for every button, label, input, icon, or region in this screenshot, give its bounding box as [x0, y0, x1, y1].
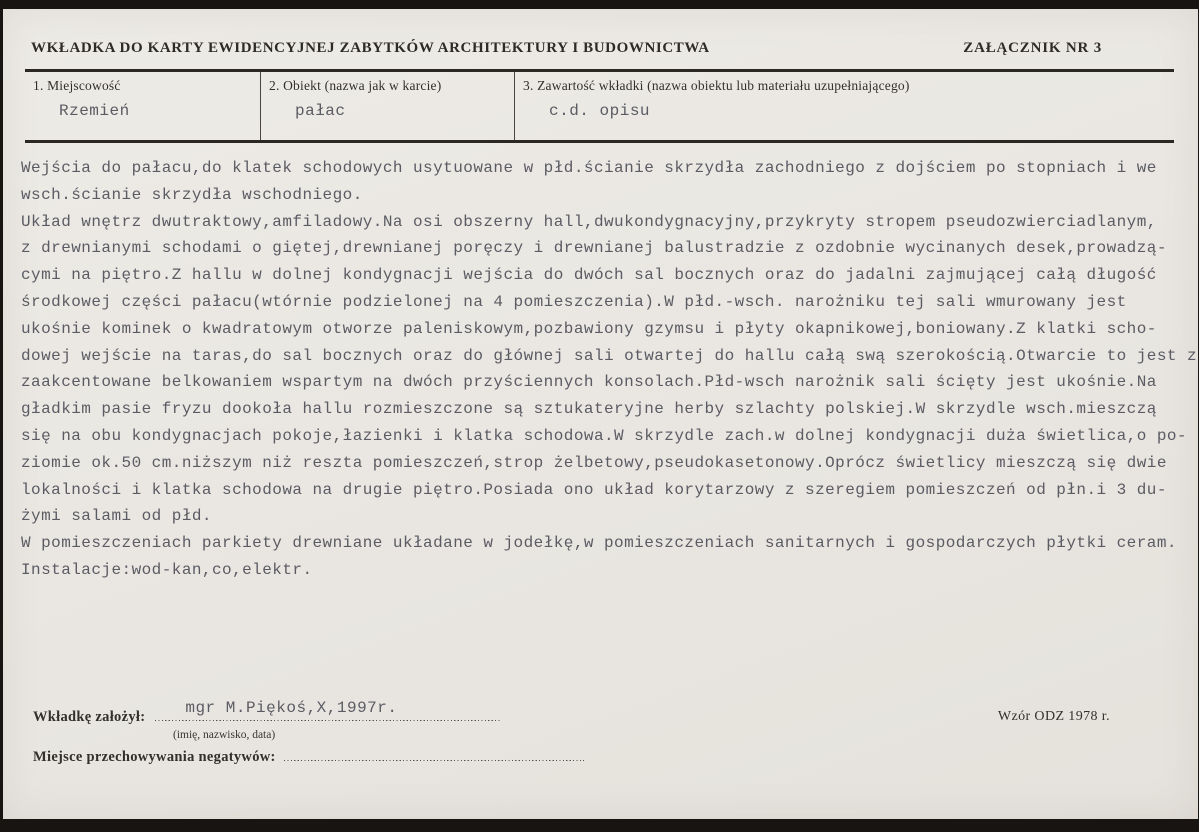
field-zawartosc: [515, 72, 1174, 140]
form-note: Wzór ODZ 1978 r.: [997, 709, 1110, 724]
text-line: Wejścia do pałacu,do klatek schodowych usytuowane w płd.ścianie skrzydła zachodniego z dojściem po stopniach i we: [21, 159, 1157, 177]
field-value: Rzemień: [59, 102, 130, 120]
founder-value: mgr M.Piękoś,X,1997r.: [185, 699, 398, 717]
negatives-fill-line: [284, 747, 584, 761]
text-line: z drewnianymi schodami o giętej,drewnianej poręczy i drewnianej balustradzie z ozdobnie wycinanych desek,prowadzą-: [21, 239, 1167, 258]
text-line: lokalności i klatka schodowa na drugie piętro.Posiada ono układ korytarzowy z szeregiem pomieszczeń od płn.i 3 du-: [21, 480, 1167, 499]
annex-number: ZAŁĄCZNIK NR 3: [963, 40, 1102, 56]
text-line: ziomie ok.50 cm.niższym niż reszta pomieszczeń,strop żelbetowy,pseudokasetonowy.Oprócz świetlicy mieszczą się dwie: [21, 453, 1167, 472]
field-miejscowosc: [25, 72, 260, 140]
text-line: wsch.ścianie skrzydła wschodniego.: [21, 185, 363, 204]
text-line: gładkim pasie fryzu dookoła hallu rozmieszczone są sztukateryjne herby szlachty polskiej.W skrzydle wsch.mieszczą: [21, 400, 1157, 419]
negatives-label: Miejsce przechowywania negatywów:: [33, 749, 276, 765]
description-text: [21, 155, 1198, 584]
founder-hint: (imię, nazwisko, data): [173, 729, 276, 741]
field-label: 1. Miejscowość: [33, 78, 121, 93]
founder-row: [33, 699, 500, 726]
card-footer: [33, 699, 1170, 777]
text-line: żymi salami od płd.: [21, 507, 212, 526]
founder-label: Wkładkę założył:: [33, 709, 146, 725]
text-line: W pomieszczeniach parkiety drewniane układane w jodełkę,w pomieszczeniach sanitarnych i gospodarczych płytki ceram.: [21, 534, 1177, 553]
text-line: Układ wnętrz dwutraktowy,amfiladowy.Na osi obszerny hall,dwukondygnacyjny,przykryty stropem pseudozwierciadlanym,: [21, 212, 1157, 231]
field-table: [25, 72, 1174, 140]
text-line: ukośnie kominek o kwadratowym otworze paleniskowym,pozbawiony gzymsu i płyty okapnikowej,boniowany.Z klatki scho-: [21, 319, 1157, 338]
field-obiekt: [260, 72, 515, 140]
field-value: pałac: [295, 102, 346, 120]
field-label: 3. Zawartość wkładki (nazwa obiektu lub materiału uzupełniającego): [523, 78, 910, 93]
card-header: [31, 40, 1170, 57]
text-line: Instalacje:wod-kan,co,elektr.: [21, 560, 313, 579]
table-rule: [25, 140, 1174, 143]
field-value: c.d. opisu: [549, 102, 651, 120]
founder-fill-line: [155, 699, 500, 721]
text-line: cymi na piętro.Z hallu w dolnej kondygnacji wejścia do dwóch sal bocznych oraz do jadalni zajmującej całą długość: [21, 266, 1157, 285]
text-line: zaakcentowane belkowaniem wspartym na dwóch przyściennych konsolach.Płd-wsch narożnik sali ścięty jest ukośnie.Na: [21, 373, 1157, 392]
field-label: 2. Obiekt (nazwa jak w karcie): [269, 78, 442, 93]
card-title: WKŁADKA DO KARTY EWIDENCYJNEJ ZABYTKÓW ARCHITEKTURY I BUDOWNICTWA: [31, 40, 710, 56]
negatives-row: [33, 747, 584, 766]
text-line: się na obu kondygnacjach pokoje,łazienki i klatka schodowa.W skrzydle zach.w dolnej kondygnacji duża świetlica,o po-: [21, 426, 1187, 445]
text-line: środkowej części pałacu(wtórnie podzielonej na 4 pomieszczenia).W płd.-wsch. narożniku tej sali wmurowany jest: [21, 292, 1127, 311]
paper-sheet: [3, 9, 1198, 819]
text-line: dowej wejście na taras,do sal bocznych oraz do głównej sali otwartej do hallu całą swą szerokością.Otwarcie to jest z: [21, 346, 1198, 365]
